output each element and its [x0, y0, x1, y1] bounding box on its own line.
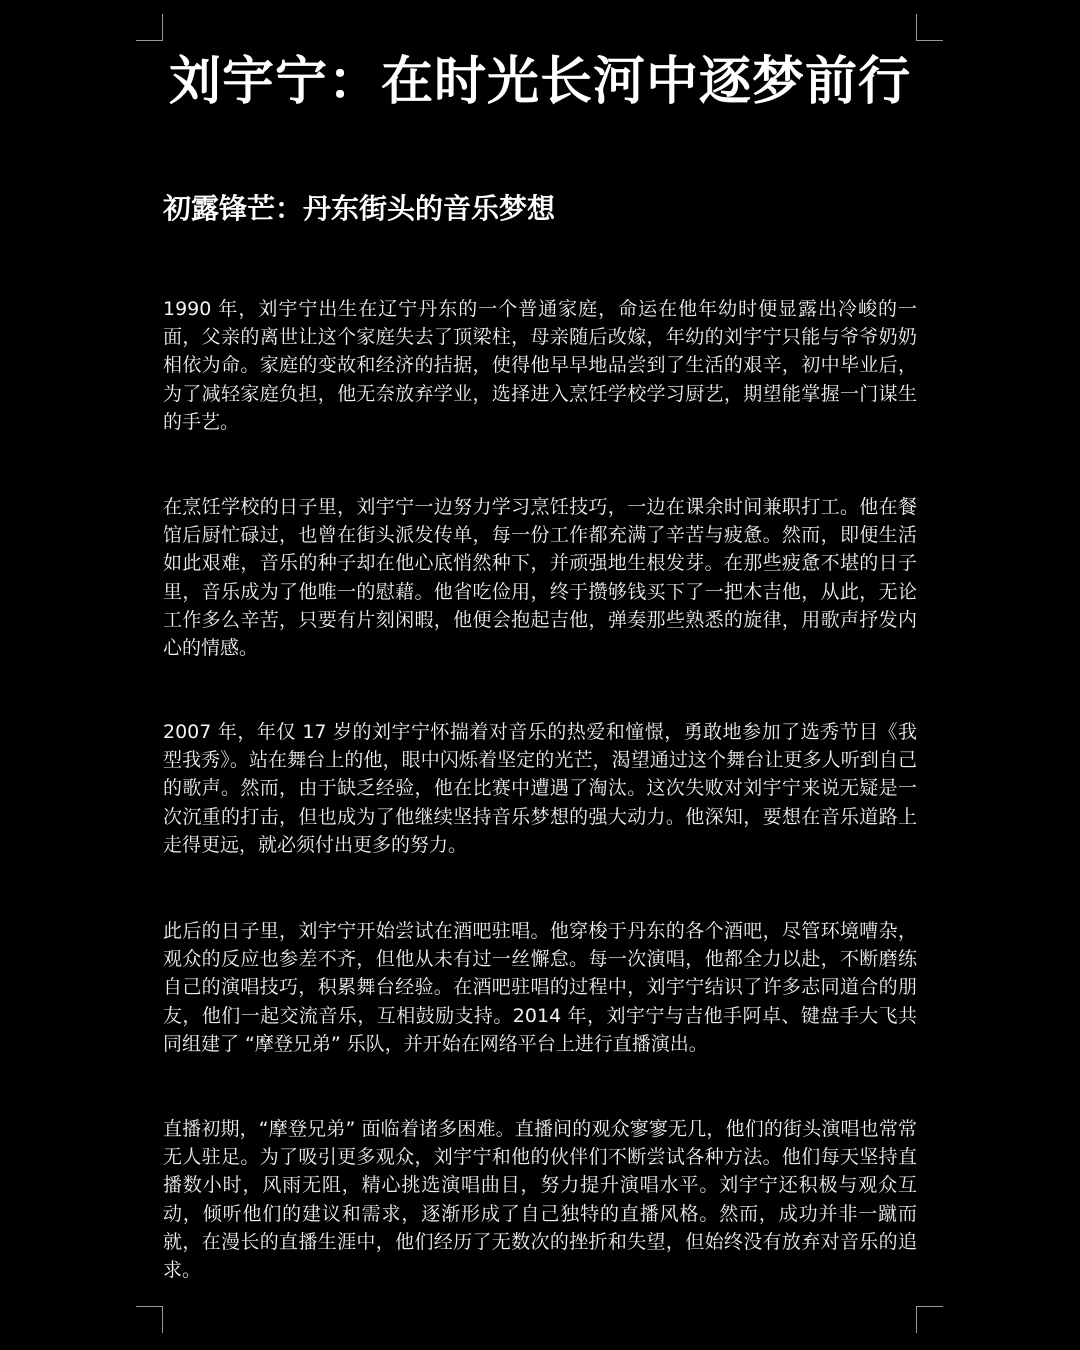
section-heading: 初露锋芒：丹东街头的音乐梦想 — [163, 192, 556, 225]
crop-mark-bottom-left — [136, 1306, 163, 1333]
page-title: 刘宇宁：在时光长河中逐梦前行 — [168, 52, 911, 112]
body-paragraph: 1990 年，刘宇宁出生在辽宁丹东的一个普通家庭，命运在他年幼时便显露出冷峻的一面，父亲的离世让这个家庭失去了顶梁柱，母亲随后改嫁，年幼的刘宇宁只能与爷爷奶奶相依为命。家庭的变故和经济的拮据，使得他早早地品尝到了生活的艰辛，初中毕业后，为了减轻家庭负担，他无奈放弃学业，选择进入烹饪学校学习厨艺，期望能掌握一门谋生的手艺。 — [163, 298, 917, 433]
body-paragraph: 此后的日子里，刘宇宁开始尝试在酒吧驻唱。他穿梭于丹东的各个酒吧，尽管环境嘈杂，观众的反应也参差不齐，但他从未有过一丝懈怠。每一次演唱，他都全力以赴，不断磨练自己的演唱技巧，积累舞台经验。在酒吧驻唱的过程中，刘宇宁结识了许多志同道合的朋友，他们一起交流音乐，互相鼓励支持。2014 年，刘宇宁与吉他手阿卓、键盘手大飞共同组建了 “摩登兄弟” 乐队，并开始在网络平台上进行直播演出。 — [163, 920, 917, 1055]
body-paragraph: 直播初期，“摩登兄弟” 面临着诸多困难。直播间的观众寥寥无几，他们的街头演唱也常常无人驻足。为了吸引更多观众，刘宇宁和他的伙伴们不断尝试各种方法。他们每天坚持直播数小时，风雨无阻，精心挑选演唱曲目，努力提升演唱水平。刘宇宁还积极与观众互动，倾听他们的建议和需求，逐渐形成了自己独特的直播风格。然而，成功并非一蹴而就，在漫长的直播生涯中，他们经历了无数次的挫折和失望，但始终没有放弃对音乐的追求。 — [163, 1118, 917, 1282]
crop-mark-top-left — [136, 14, 163, 41]
crop-mark-bottom-right — [916, 1306, 943, 1333]
crop-mark-top-right — [916, 14, 943, 41]
body-paragraph: 2007 年，年仅 17 岁的刘宇宁怀揣着对音乐的热爱和憧憬，勇敢地参加了选秀节目《我型我秀》。站在舞台上的他，眼中闪烁着坚定的光芒，渴望通过这个舞台让更多人听到自己的歌声。然而，由于缺乏经验，他在比赛中遭遇了淘汰。这次失败对刘宇宁来说无疑是一次沉重的打击，但也成为了他继续坚持音乐梦想的强大动力。他深知，要想在音乐道路上走得更远，就必须付出更多的努力。 — [163, 721, 917, 856]
body-paragraph: 在烹饪学校的日子里，刘宇宁一边努力学习烹饪技巧，一边在课余时间兼职打工。他在餐馆后厨忙碌过，也曾在街头派发传单，每一份工作都充满了辛苦与疲惫。然而，即便生活如此艰难，音乐的种子却在他心底悄然种下，并顽强地生根发芽。在那些疲惫不堪的日子里，音乐成为了他唯一的慰藉。他省吃俭用，终于攒够钱买下了一把木吉他，从此，无论工作多么辛苦，只要有片刻闲暇，他便会抱起吉他，弹奏那些熟悉的旋律，用歌声抒发内心的情感。 — [163, 496, 917, 660]
